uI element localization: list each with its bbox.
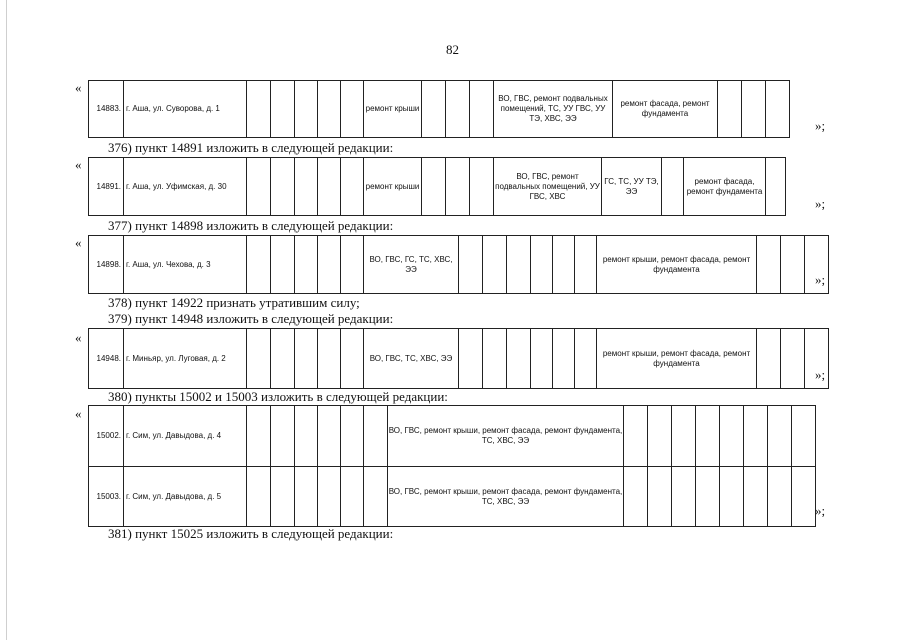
empty-cell [364, 406, 388, 467]
empty-cell [720, 467, 744, 527]
empty-cell [470, 81, 494, 138]
empty-cell [459, 329, 483, 389]
empty-cell [624, 406, 648, 467]
table-14891 [88, 157, 786, 216]
empty-cell [624, 467, 648, 527]
empty-cell [792, 406, 816, 467]
address: г. Аша, ул. Чехова, д. 3 [124, 236, 247, 294]
empty-cell [295, 81, 318, 138]
open-quote: « [75, 235, 82, 250]
empty-cell [718, 81, 742, 138]
row-number: 15003. [89, 467, 124, 527]
empty-cell [757, 329, 781, 389]
empty-cell [341, 467, 364, 527]
empty-cell [271, 467, 295, 527]
table-14948 [88, 328, 829, 389]
empty-cell [318, 329, 341, 389]
empty-cell [247, 406, 271, 467]
work-type: ВО, ГВС, ТС, ХВС, ЭЭ [364, 329, 459, 389]
empty-cell [422, 81, 446, 138]
empty-cell [768, 406, 792, 467]
close-quote: »; [815, 367, 826, 382]
empty-cell [295, 467, 318, 527]
paragraph-381: 381) пункт 15025 изложить в следующей редакции: [108, 526, 394, 541]
paragraph-376: 376) пункт 14891 изложить в следующей редакции: [108, 140, 394, 155]
empty-cell [341, 81, 364, 138]
close-quote: »; [815, 503, 826, 518]
empty-cell [341, 406, 364, 467]
work-type: ВО, ГВС, ремонт крыши, ремонт фасада, ремонт фундамента, ТС, ХВС, ЭЭ [388, 406, 624, 467]
row-number: 15002. [89, 406, 124, 467]
table-14883 [88, 80, 790, 138]
table-row [89, 406, 816, 467]
address: г. Миньяр, ул. Луговая, д. 2 [124, 329, 247, 389]
empty-cell [271, 236, 295, 294]
work-type: ремонт фасада, ремонт фундамента [684, 158, 766, 216]
empty-cell [364, 467, 388, 527]
table-15002-15003 [88, 405, 816, 527]
empty-cell [575, 329, 597, 389]
empty-cell [295, 236, 318, 294]
empty-cell [531, 236, 553, 294]
open-quote: « [75, 80, 82, 95]
empty-cell [766, 81, 790, 138]
empty-cell [696, 406, 720, 467]
empty-cell [318, 406, 341, 467]
empty-cell [271, 81, 295, 138]
close-quote: »; [815, 272, 826, 287]
row-number: 14898. [89, 236, 124, 294]
open-quote: « [75, 157, 82, 172]
empty-cell [672, 467, 696, 527]
work-type: ВО, ГВС, ремонт крыши, ремонт фасада, ремонт фундамента, ТС, ХВС, ЭЭ [388, 467, 624, 527]
empty-cell [757, 236, 781, 294]
empty-cell [446, 158, 470, 216]
work-type: ремонт крыши [364, 158, 422, 216]
empty-cell [446, 81, 470, 138]
work-type: ВО, ГВС, ремонт подвальных помещений, ТС, УУ ГВС, УУ ТЭ, ХВС, ЭЭ [494, 81, 613, 138]
close-quote: »; [815, 196, 826, 211]
empty-cell [696, 467, 720, 527]
empty-cell [247, 81, 271, 138]
paragraph-379: 379) пункт 14948 изложить в следующей редакции: [108, 311, 394, 326]
work-type: ГС, ТС, УУ ТЭ, ЭЭ [602, 158, 662, 216]
empty-cell [247, 158, 271, 216]
empty-cell [672, 406, 696, 467]
work-type: ремонт фасада, ремонт фундамента [613, 81, 718, 138]
empty-cell [247, 467, 271, 527]
empty-cell [781, 329, 805, 389]
work-type: ремонт крыши, ремонт фасада, ремонт фундамента [597, 236, 757, 294]
empty-cell [422, 158, 446, 216]
empty-cell [792, 467, 816, 527]
table-row [89, 329, 829, 389]
empty-cell [553, 329, 575, 389]
empty-cell [271, 158, 295, 216]
empty-cell [553, 236, 575, 294]
empty-cell [768, 467, 792, 527]
empty-cell [662, 158, 684, 216]
address: г. Аша, ул. Суворова, д. 1 [124, 81, 247, 138]
open-quote: « [75, 330, 82, 345]
empty-cell [318, 236, 341, 294]
row-number: 14948. [89, 329, 124, 389]
close-quote: »; [815, 118, 826, 133]
address: г. Аша, ул. Уфимская, д. 30 [124, 158, 247, 216]
paragraph-378: 378) пункт 14922 признать утратившим силу; [108, 295, 360, 310]
empty-cell [742, 81, 766, 138]
work-type: ремонт крыши, ремонт фасада, ремонт фундамента [597, 329, 757, 389]
empty-cell [766, 158, 786, 216]
empty-cell [575, 236, 597, 294]
empty-cell [295, 158, 318, 216]
address: г. Сим, ул. Давыдова, д. 4 [124, 406, 247, 467]
empty-cell [781, 236, 805, 294]
paragraph-380: 380) пункты 15002 и 15003 изложить в следующей редакции: [108, 389, 448, 404]
empty-cell [483, 236, 507, 294]
empty-cell [648, 467, 672, 527]
empty-cell [470, 158, 494, 216]
page-number: 82 [446, 42, 459, 57]
table-row [89, 81, 790, 138]
table-row [89, 158, 786, 216]
table-14898 [88, 235, 829, 294]
work-type: ВО, ГВС, ГС, ТС, ХВС, ЭЭ [364, 236, 459, 294]
empty-cell [648, 406, 672, 467]
empty-cell [318, 158, 341, 216]
empty-cell [271, 406, 295, 467]
row-number: 14891. [89, 158, 124, 216]
empty-cell [744, 406, 768, 467]
empty-cell [483, 329, 507, 389]
empty-cell [507, 329, 531, 389]
empty-cell [247, 236, 271, 294]
row-number: 14883. [89, 81, 124, 138]
empty-cell [318, 81, 341, 138]
empty-cell [341, 236, 364, 294]
open-quote: « [75, 406, 82, 421]
page-edge-line [6, 0, 7, 640]
empty-cell [271, 329, 295, 389]
empty-cell [341, 329, 364, 389]
empty-cell [531, 329, 553, 389]
table-row [89, 236, 829, 294]
work-type: ремонт крыши [364, 81, 422, 138]
empty-cell [720, 406, 744, 467]
empty-cell [507, 236, 531, 294]
empty-cell [318, 467, 341, 527]
address: г. Сим, ул. Давыдова, д. 5 [124, 467, 247, 527]
work-type: ВО, ГВС, ремонт подвальных помещений, УУ ГВС, ХВС [494, 158, 602, 216]
table-row [89, 467, 816, 527]
empty-cell [459, 236, 483, 294]
empty-cell [341, 158, 364, 216]
empty-cell [295, 406, 318, 467]
paragraph-377: 377) пункт 14898 изложить в следующей редакции: [108, 218, 394, 233]
empty-cell [744, 467, 768, 527]
empty-cell [295, 329, 318, 389]
empty-cell [247, 329, 271, 389]
